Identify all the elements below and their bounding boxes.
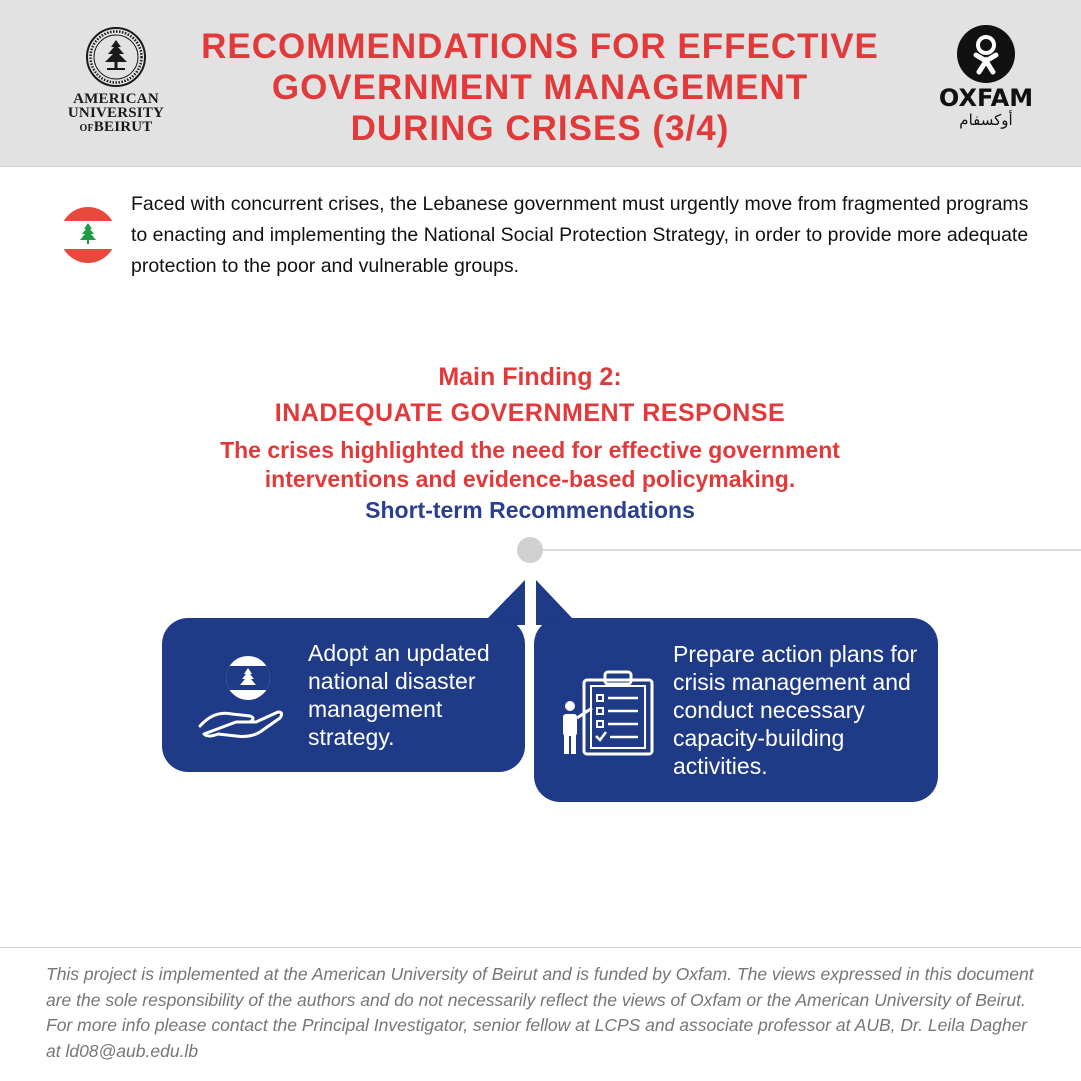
finding-label: Main Finding 2: — [438, 363, 622, 391]
aub-line-3: BEIRUT — [93, 119, 153, 135]
branch-connector — [0, 530, 1081, 630]
oxfam-mark-icon — [957, 25, 1015, 83]
finding-statement-line-2: interventions and evidence-based policymaking. — [264, 466, 796, 492]
lebanon-flag-icon — [60, 207, 116, 263]
title-line-2: GOVERNMENT MANAGEMENT — [271, 68, 809, 107]
finding-statement-line-1: The crises highlighted the need for effective government — [220, 437, 840, 463]
intro-paragraph: Faced with concurrent crises, the Lebanese government must urgently move from fragmented programs to enacting and implementing the National Social Protection Strategy, in order to provide more adequate protection to the poor and vulnerable groups. — [131, 193, 1029, 277]
aub-line-1: AMERICAN — [73, 91, 159, 107]
finding-statement — [130, 436, 930, 494]
footer-disclaimer: This project is implemented at the American University of Beirut and is funded by Oxfam. The views expressed in this document are the sole responsibility of the authors and do not necessarily reflect the views of Oxfam or the American University of Beirut. For more info please contact the Principal Investigator, senior fellow at LCPS and associate professor at AUB, Dr. Leila Dagher at ld08@aub.edu.lb — [46, 964, 1034, 1061]
timeline-node — [517, 537, 543, 563]
footer-divider — [0, 947, 1081, 948]
oxfam-logo — [936, 25, 1036, 129]
hand-holding-flag-icon — [196, 654, 286, 744]
recommendations-subheading: Short-term Recommendations — [365, 497, 695, 523]
aub-line-3-prefix: OF — [79, 123, 94, 134]
title-line-3: DURING CRISES (3/4) — [350, 109, 730, 148]
title-line-1: RECOMMENDATIONS FOR EFFECTIVE — [201, 27, 879, 66]
aub-logo — [56, 26, 176, 144]
recommendation-1-text: Adopt an updated national disaster management strategy. — [308, 640, 490, 750]
finding-title: INADEQUATE GOVERNMENT RESPONSE — [274, 399, 786, 427]
page-title — [190, 26, 890, 149]
oxfam-arabic-wordmark: أوكسفام — [959, 111, 1013, 129]
recommendation-card-1 — [162, 618, 525, 772]
aub-wordmark — [56, 92, 176, 136]
aub-line-2: UNIVERSITY — [67, 105, 165, 121]
recommendation-2-text: Prepare action plans for crisis management and conduct necessary capacity-building activities. — [673, 641, 918, 779]
aub-seal-icon — [85, 26, 147, 88]
oxfam-wordmark: OXFAM — [938, 84, 1034, 112]
recommendation-card-2 — [534, 618, 938, 802]
header-band — [0, 0, 1081, 167]
clipboard-checklist-icon — [558, 670, 658, 756]
